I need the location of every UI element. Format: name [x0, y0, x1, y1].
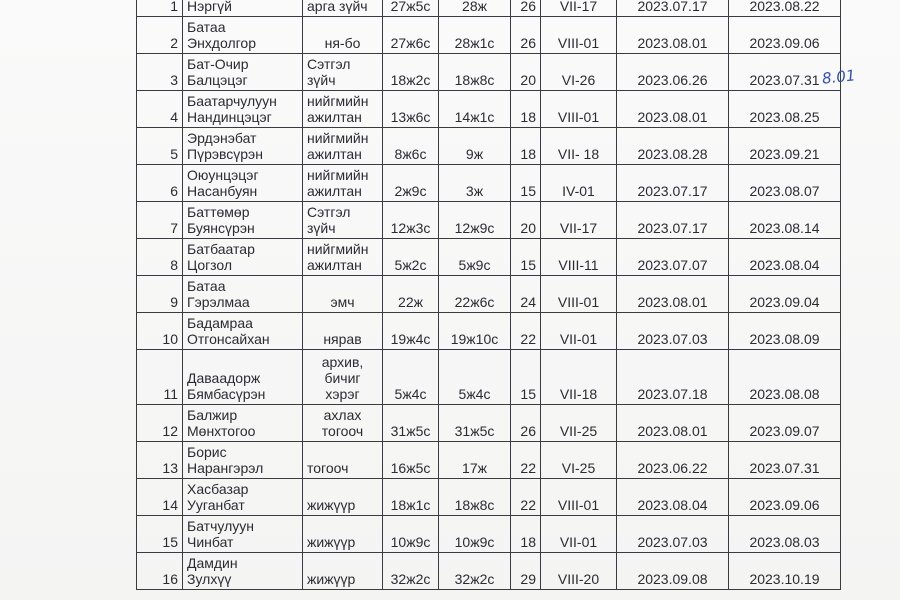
name-line: Даваадорж	[187, 370, 261, 386]
row-number: 11	[137, 350, 183, 405]
start-date: 2023.08.01	[617, 91, 729, 128]
start-date: 2023.07.18	[617, 350, 729, 405]
position-line: зүйч	[307, 72, 336, 88]
name-line: Батаа	[187, 19, 226, 35]
leave-days: 15	[511, 350, 541, 405]
employee-position	[303, 350, 383, 405]
start-date: 2023.08.01	[617, 276, 729, 313]
name-line: Отгонсайхан	[187, 331, 270, 347]
position-line: нийгмийн	[307, 130, 369, 146]
service-years-1: 18ж1с	[383, 479, 439, 516]
table-row	[137, 91, 841, 128]
name-line: Насанбуян	[187, 183, 258, 199]
leave-days: 22	[511, 479, 541, 516]
service-years-2: 5ж9с	[439, 239, 511, 276]
row-number: 12	[137, 405, 183, 442]
month-code: VIII-11	[541, 239, 617, 276]
end-date: 2023.09.06	[729, 17, 841, 54]
employee-position	[303, 516, 383, 553]
name-line: Батбаатар	[187, 241, 255, 257]
name-line: Нэргүй	[187, 0, 232, 14]
service-years-1: 32ж2с	[383, 553, 439, 590]
service-years-2: 5ж4с	[439, 350, 511, 405]
end-date: 2023.08.08	[729, 350, 841, 405]
leave-days: 15	[511, 165, 541, 202]
row-number: 6	[137, 165, 183, 202]
start-date: 2023.06.26	[617, 54, 729, 91]
row-number: 13	[137, 442, 183, 479]
position-line: ахлах	[323, 407, 362, 423]
row-number: 5	[137, 128, 183, 165]
employee-position	[303, 17, 383, 54]
row-number: 9	[137, 276, 183, 313]
table-row	[137, 276, 841, 313]
position-line: нийгмийн	[307, 241, 369, 257]
employee-name	[183, 350, 303, 405]
employee-name	[183, 405, 303, 442]
service-years-2: 12ж9с	[439, 202, 511, 239]
service-years-1: 13ж6с	[383, 91, 439, 128]
position-line: тогооч	[321, 423, 364, 439]
end-date: 2023.08.03	[729, 516, 841, 553]
month-code: VIII-01	[541, 276, 617, 313]
name-line: Цогзол	[187, 257, 233, 273]
end-date: 2023.08.14	[729, 202, 841, 239]
leave-schedule-table	[136, 0, 841, 590]
table-row	[137, 405, 841, 442]
row-number: 8	[137, 239, 183, 276]
position-line: нийгмийн	[307, 93, 369, 109]
employee-position	[303, 553, 383, 590]
employee-position	[303, 54, 383, 91]
name-line: Бат-Очир	[187, 56, 249, 72]
end-date: 2023.07.31	[729, 54, 841, 91]
position-line: ажилтан	[307, 109, 362, 125]
employee-name	[183, 276, 303, 313]
employee-name	[183, 0, 303, 17]
table-row	[137, 553, 841, 590]
employee-position	[303, 0, 383, 17]
employee-name	[183, 442, 303, 479]
service-years-2: 3ж	[439, 165, 511, 202]
employee-name	[183, 553, 303, 590]
name-line: Зулхүү	[187, 571, 232, 587]
service-years-1: 31ж5с	[383, 405, 439, 442]
service-years-1: 10ж9с	[383, 516, 439, 553]
name-line: Дамдин	[187, 555, 238, 571]
position-line: хэрэг	[325, 386, 360, 402]
table-row	[137, 202, 841, 239]
month-code: VII-25	[541, 405, 617, 442]
employee-name	[183, 17, 303, 54]
name-line: Пүрэвсүрэн	[187, 146, 263, 162]
service-years-2: 19ж10с	[439, 313, 511, 350]
month-code: VII-17	[541, 202, 617, 239]
leave-days: 18	[511, 91, 541, 128]
start-date: 2023.08.04	[617, 479, 729, 516]
service-years-2: 9ж	[439, 128, 511, 165]
table-row	[137, 239, 841, 276]
leave-days: 26	[511, 405, 541, 442]
service-years-1: 27ж5с	[383, 0, 439, 17]
service-years-2: 17ж	[439, 442, 511, 479]
table-row	[137, 516, 841, 553]
name-line: Бямбасүрэн	[187, 386, 266, 402]
employee-name	[183, 313, 303, 350]
end-date: 2023.09.07	[729, 405, 841, 442]
position-line: жижүүр	[307, 497, 356, 513]
name-line: Балцэцэг	[187, 72, 248, 88]
position-line: ажилтан	[307, 257, 362, 273]
row-number: 3	[137, 54, 183, 91]
employee-name	[183, 479, 303, 516]
position-line: тогооч	[307, 460, 349, 476]
name-line: Мөнхтогоо	[187, 423, 256, 439]
month-code: VIII-01	[541, 17, 617, 54]
position-line: бичиг	[324, 370, 361, 386]
employee-position	[303, 239, 383, 276]
end-date: 2023.08.04	[729, 239, 841, 276]
start-date: 2023.07.03	[617, 313, 729, 350]
position-line: ажилтан	[307, 146, 362, 162]
service-years-1: 8ж6с	[383, 128, 439, 165]
employee-name	[183, 54, 303, 91]
position-line: арга зүйч	[307, 0, 368, 14]
leave-days: 26	[511, 0, 541, 17]
month-code: VI-25	[541, 442, 617, 479]
table-row	[137, 54, 841, 91]
service-years-1: 12ж3с	[383, 202, 439, 239]
row-number: 2	[137, 17, 183, 54]
name-line: Бадамраа	[187, 315, 253, 331]
employee-name	[183, 239, 303, 276]
position-line: Сэтгэл	[307, 204, 351, 220]
service-years-1: 27ж6с	[383, 17, 439, 54]
service-years-2: 18ж8с	[439, 54, 511, 91]
employee-name	[183, 91, 303, 128]
name-line: Хасбазар	[187, 481, 249, 497]
month-code: VII-17	[541, 0, 617, 17]
position-line: ажилтан	[307, 183, 362, 199]
month-code: VI-26	[541, 54, 617, 91]
table-row	[137, 350, 841, 405]
table-row	[137, 128, 841, 165]
service-years-1: 22ж	[383, 276, 439, 313]
month-code: VIII-20	[541, 553, 617, 590]
employee-position	[303, 91, 383, 128]
start-date: 2023.07.03	[617, 516, 729, 553]
service-years-2: 22ж6с	[439, 276, 511, 313]
name-line: Баттөмөр	[187, 204, 250, 220]
row-number: 1	[137, 0, 183, 17]
employee-name	[183, 516, 303, 553]
month-code: VIII-01	[541, 91, 617, 128]
employee-name	[183, 202, 303, 239]
leave-days: 20	[511, 202, 541, 239]
table-row	[137, 479, 841, 516]
leave-days: 29	[511, 553, 541, 590]
employee-position	[303, 313, 383, 350]
service-years-1: 5ж2с	[383, 239, 439, 276]
employee-position	[303, 128, 383, 165]
month-code: VII- 18	[541, 128, 617, 165]
row-number: 4	[137, 91, 183, 128]
table-row	[137, 313, 841, 350]
start-date: 2023.08.28	[617, 128, 729, 165]
service-years-1: 5ж4с	[383, 350, 439, 405]
table-row	[137, 17, 841, 54]
row-number: 15	[137, 516, 183, 553]
start-date: 2023.07.17	[617, 202, 729, 239]
end-date: 2023.09.21	[729, 128, 841, 165]
month-code: VII-01	[541, 313, 617, 350]
start-date: 2023.08.01	[617, 17, 729, 54]
start-date: 2023.06.22	[617, 442, 729, 479]
service-years-1: 18ж2с	[383, 54, 439, 91]
leave-days: 26	[511, 17, 541, 54]
employee-name	[183, 128, 303, 165]
end-date: 2023.09.06	[729, 479, 841, 516]
service-years-2: 31ж5с	[439, 405, 511, 442]
end-date: 2023.08.25	[729, 91, 841, 128]
position-line: нийгмийн	[307, 167, 369, 183]
table-row	[137, 165, 841, 202]
name-line: Балжир	[187, 407, 238, 423]
end-date: 2023.10.19	[729, 553, 841, 590]
row-number: 7	[137, 202, 183, 239]
employee-position	[303, 276, 383, 313]
month-code: VII-01	[541, 516, 617, 553]
employee-position	[303, 405, 383, 442]
service-years-2: 14ж1с	[439, 91, 511, 128]
position-line: эмч	[330, 294, 355, 310]
name-line: Нандинцэцэг	[187, 109, 272, 125]
name-line: Борис	[187, 444, 227, 460]
employee-position	[303, 442, 383, 479]
service-years-1: 19ж4с	[383, 313, 439, 350]
leave-days: 15	[511, 239, 541, 276]
position-line: жижүүр	[307, 534, 356, 550]
table-row	[137, 442, 841, 479]
start-date: 2023.09.08	[617, 553, 729, 590]
position-line: ня-бо	[324, 35, 361, 51]
name-line: Эрдэнэбат	[187, 130, 257, 146]
end-date: 2023.07.31	[729, 442, 841, 479]
name-line: Гэрэлмаа	[187, 294, 250, 310]
service-years-2: 18ж8с	[439, 479, 511, 516]
row-number: 16	[137, 553, 183, 590]
start-date: 2023.07.17	[617, 165, 729, 202]
service-years-2: 32ж2с	[439, 553, 511, 590]
end-date: 2023.08.09	[729, 313, 841, 350]
name-line: Ууганбат	[187, 497, 245, 513]
start-date: 2023.08.01	[617, 405, 729, 442]
name-line: Энхдолгор	[187, 35, 256, 51]
position-line: жижүүр	[307, 571, 356, 587]
handwritten-correction: 8.01	[821, 66, 857, 88]
service-years-2: 28ж1с	[439, 17, 511, 54]
service-years-1: 2ж9с	[383, 165, 439, 202]
employee-position	[303, 479, 383, 516]
name-line: Батаа	[187, 278, 226, 294]
name-line: Нарангэрэл	[187, 460, 264, 476]
end-date: 2023.08.07	[729, 165, 841, 202]
name-line: Баатарчулуун	[187, 93, 277, 109]
position-line: Сэтгэл	[307, 56, 351, 72]
leave-days: 22	[511, 442, 541, 479]
position-line: архив,	[321, 354, 364, 370]
row-number: 10	[137, 313, 183, 350]
month-code: VIII-01	[541, 479, 617, 516]
leave-days: 20	[511, 54, 541, 91]
name-line: Чинбат	[187, 534, 234, 550]
employee-position	[303, 202, 383, 239]
start-date: 2023.07.17	[617, 0, 729, 17]
start-date: 2023.07.07	[617, 239, 729, 276]
leave-days: 18	[511, 128, 541, 165]
table-row	[137, 0, 841, 17]
employee-name	[183, 165, 303, 202]
service-years-2: 28ж	[439, 0, 511, 17]
leave-days: 24	[511, 276, 541, 313]
month-code: VII-18	[541, 350, 617, 405]
name-line: Батчулуун	[187, 518, 254, 534]
name-line: Буянсүрэн	[187, 220, 255, 236]
end-date: 2023.08.22	[729, 0, 841, 17]
name-line: Оюунцэцэг	[187, 167, 259, 183]
leave-days: 22	[511, 313, 541, 350]
employee-position	[303, 165, 383, 202]
month-code: IV-01	[541, 165, 617, 202]
leave-days: 18	[511, 516, 541, 553]
end-date: 2023.09.04	[729, 276, 841, 313]
service-years-1: 16ж5с	[383, 442, 439, 479]
position-line: нярав	[323, 331, 362, 347]
position-line: зүйч	[307, 220, 336, 236]
service-years-2: 10ж9с	[439, 516, 511, 553]
row-number: 14	[137, 479, 183, 516]
